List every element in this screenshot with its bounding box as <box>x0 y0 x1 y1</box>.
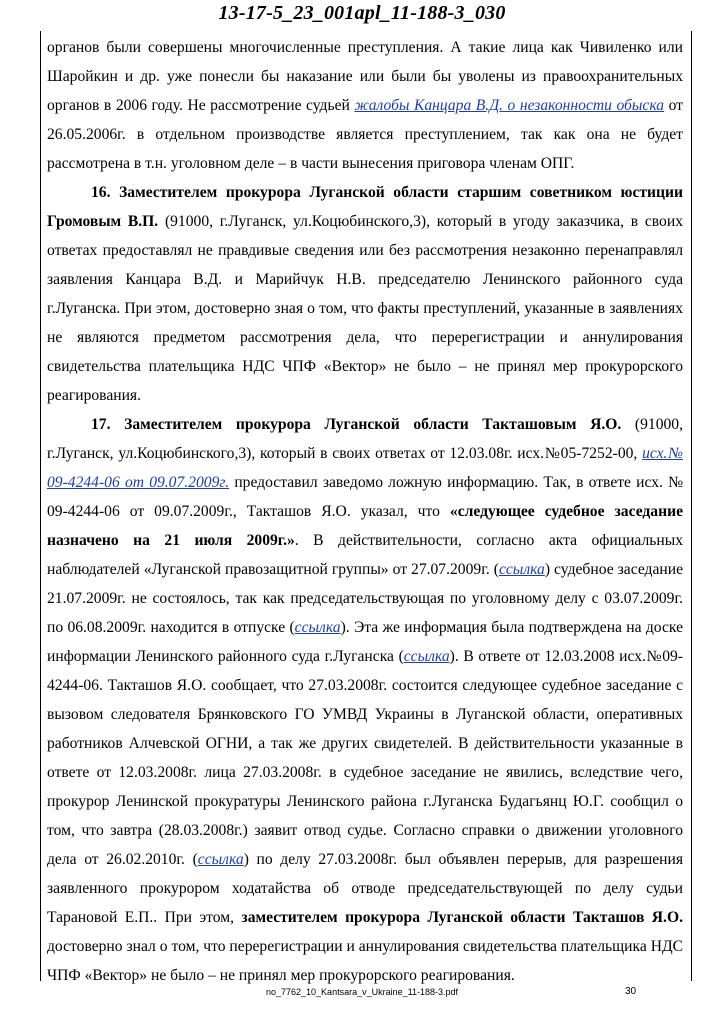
paragraph-16 <box>47 178 683 410</box>
link-ssylka-2[interactable]: ссылка <box>294 619 341 636</box>
text: (91000, г.Луганск, ул.Коцюбинского,3), который в своих ответах от 12.03.08г. исх.№05-7252-00, <box>47 416 683 462</box>
footer-filename: no_7762_10_Kantsara_v_Ukraine_11-188-3.pdf <box>266 987 458 997</box>
text: ). Эта же информация была подтверждена на доске информации Ленинского районного суда г.Луганска ( <box>47 619 683 665</box>
paragraph-continuation <box>47 33 683 178</box>
paragraph-17 <box>47 410 683 990</box>
document-body <box>47 33 683 990</box>
text: ) по делу 27.03.2008г. был объявлен перерыв, для разрешения заявленного прокурором ходатайства об отводе председательствующей по делу судьи Тарановой Е.П.. При этом, <box>47 851 684 926</box>
bold-quote: «следующее судебное заседание назначено на 21 июля 2009г.» <box>47 503 683 549</box>
link-ssylka-3[interactable]: ссылка <box>403 648 450 665</box>
text: ) судебное заседание 21.07.2009г. не состоялось, так как председательствующая по уголовному делу с 03.07.2009г. по 06.08.2009г. находится в отпуске ( <box>47 561 683 636</box>
page-header-title: 13-17-5_23_001apl_11-188-3_030 <box>218 2 506 24</box>
link-ssylka-4[interactable]: ссылка <box>197 851 244 868</box>
text: (91000, г.Луганск, ул.Коцюбинского,3), который в угоду заказчика, в своих ответах предоставлял не правдивые сведения или без рассмотрения незаконно перенаправлял заявления Канцара В.Д. и Марийчук Н.В. председателю Ленинского районного суда г.Луганска. При этом, достоверно зная о том, что факты преступлений, указанные в заявлениях не являются предметом рассмотрения дела, что перерегистрации и аннулирования свидетельства плательщика НДС ЧПФ «Вектор» не было – не принял мер прокурорского реагирования. <box>47 213 683 404</box>
text: предоставил заведомо ложную информацию. Так, в ответе исх. № 09-4244-06 от 09.07.2009г., Такташов Я.О. указал, что <box>47 474 683 520</box>
link-complaint[interactable]: жалобы Канцара В.Д. о незаконности обыска <box>354 97 665 114</box>
link-reference-number[interactable]: исх.№ 09-4244-06 от 09.07.2009г. <box>47 445 683 491</box>
bold-heading-17: 17. Заместителем прокурора Луганской области Такташовым Я.О. <box>91 416 622 433</box>
link-ssylka-1[interactable]: ссылка <box>498 561 545 578</box>
footer-page-number: 30 <box>625 986 637 997</box>
text: органов были совершены многочисленные преступления. А такие лица как Чивиленко или Шаройкин и др. уже понесли бы наказание или были бы уволены из правоохранительных органов в 2006 году. Не рассмотрение судьей <box>47 39 683 114</box>
text: достоверно знал о том, что перерегистрации и аннулирования свидетельства плательщика НДС ЧПФ «Вектор» не было – не принял мер прокурорского реагирования. <box>47 938 683 984</box>
bold-deputy: заместителем прокурора Луганской области Такташов Я.О. <box>241 909 683 926</box>
text: ). В ответе от 12.03.2008 исх.№09-4244-06. Такташов Я.О. сообщает, что 27.03.2008г. состоится следующее судебное заседание с вызовом следователя Брянковского ГО УМВД Украины в Луганской области, оперативных работников Алчевской ОГНИ, а так же других свидетелей. В действительности указанные в ответе от 12.03.2008г. лица 27.03.2008г. в судебное заседание не явились, вследствие чего, прокурор Ленинской прокуратуры Ленинского района г.Луганска Будагьянц Ю.Г. сообщил о том, что завтра (28.03.2008г.) заявит отвод судье. Согласно справки о движении уголовного дела от 26.02.2010г. ( <box>47 648 683 868</box>
bold-heading-16: 16. Заместителем прокурора Луганской области старшим советником юстиции Громовым В.П. <box>47 184 683 230</box>
text: . В действительности, согласно акта официальных наблюдателей «Луганской правозащитной группы» от 27.07.2009г. ( <box>47 532 683 578</box>
text: от 26.05.2006г. в отдельном производстве является преступлением, так как она не будет рассмотрена в т.н. уголовном деле – в части вынесения приговора членам ОПГ. <box>47 97 683 172</box>
